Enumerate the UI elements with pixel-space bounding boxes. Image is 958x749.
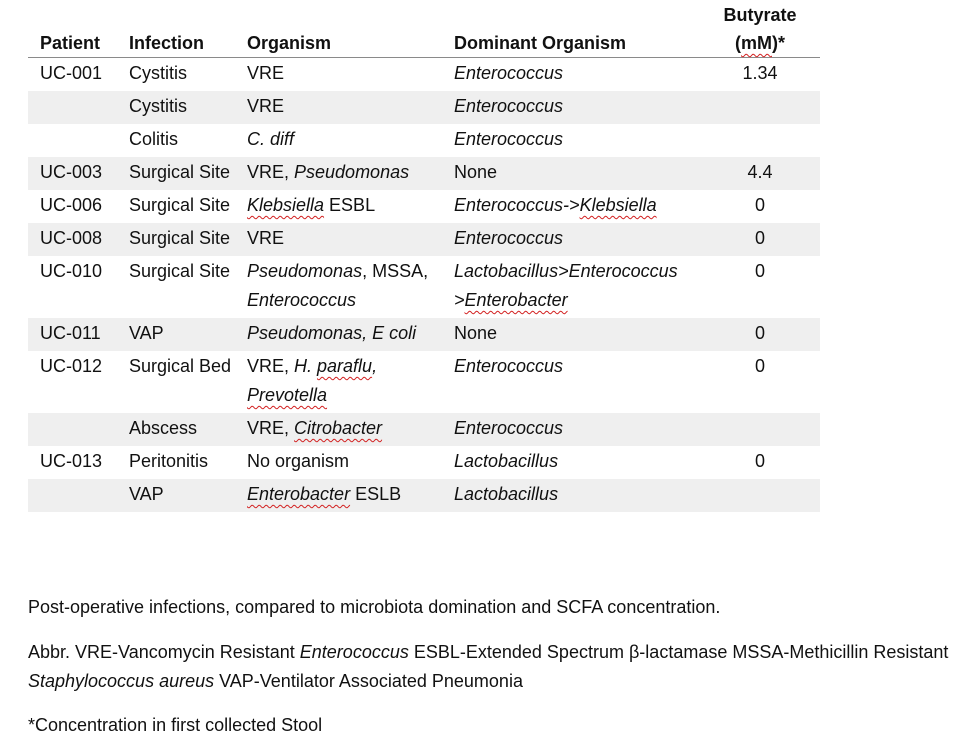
cell-organism-run: ESLB [350,484,402,504]
table-body [28,58,820,513]
cell-dominant-organism-run: None [454,162,498,182]
table-row [28,190,820,223]
cell-organism-run: Enterococcus [247,290,357,310]
cell-dominant-organism [442,351,700,413]
abbreviations-run: VAP-Ventilator Associated Pneumonia [214,671,523,691]
cell-patient: UC-010 [40,261,103,281]
cell-organism [235,256,442,318]
abbreviations-run: Enterococcus [299,642,409,662]
cell-organism-run: Citrobacter [294,418,383,438]
cell-dominant-organism-run: Enterobacter [464,290,568,310]
table-row [28,91,820,124]
header-butyrate-pre: ( [735,33,741,53]
cell-organism-run: Pseudomonas [294,162,410,182]
cell-dominant-organism-run: Enterococcus [454,228,564,248]
cell-organism-run: Klebsiella [247,195,325,215]
cell-organism-run: paraflu [317,356,373,376]
header-butyrate-unit: mM [741,33,772,53]
table-row [28,256,820,318]
cell-patient: UC-008 [28,223,117,256]
cell-organism [235,157,442,190]
cell-organism-run: C. diff [247,129,295,149]
table-caption: Post-operative infections, compared to microbiota domination and SCFA concentration. [28,597,721,617]
cell-dominant-organism-run: Lactobacillus>Enterococcus > [454,261,678,310]
cell-dominant-organism-run: Enterococcus [454,418,564,438]
cell-butyrate: 0 [700,318,820,351]
cell-infection: Peritonitis [129,451,209,471]
cell-butyrate: 0 [754,451,765,471]
cell-butyrate: 4.4 [700,157,820,190]
cell-patient: UC-012 [40,356,103,376]
cell-dominant-organism-run: Enterococcus [454,356,564,376]
table-row [28,446,820,479]
cell-patient: UC-013 [40,451,103,471]
cell-organism-run: VRE, [247,162,295,182]
cell-dominant-organism [442,124,700,157]
cell-infection: Colitis [129,129,179,149]
cell-dominant-organism-run: Enterococcus [454,96,564,116]
cell-organism-run: Pseudomonas [247,261,363,281]
cell-dominant-organism-run: Klebsiella [579,195,657,215]
cell-organism [235,318,442,351]
cell-organism [235,351,442,413]
cell-infection: Cystitis [129,63,187,83]
header-infection: Infection [129,33,204,53]
cell-organism-run: ESBL [324,195,376,215]
header-butyrate-post: )* [772,33,785,53]
cell-dominant-organism-run: Enterococcus [454,129,564,149]
cell-dominant-organism [442,446,700,479]
abbreviations-note [28,638,953,696]
cell-patient: UC-011 [28,318,117,351]
abbreviations-run: Staphylococcus aureus [28,671,215,691]
table-row [28,479,820,512]
header-butyrate-line1: Butyrate [723,5,797,25]
cell-organism [235,124,442,157]
cell-patient [28,91,117,124]
cell-patient [28,479,117,512]
table-row [28,413,820,446]
cell-dominant-organism [442,157,700,190]
cell-organism-run: VRE [247,228,285,248]
cell-dominant-organism [442,58,700,92]
header-dominant-organism: Dominant Organism [454,33,627,53]
header-organism: Organism [247,33,332,53]
footnote: *Concentration in first collected Stool [28,715,323,735]
cell-butyrate: 0 [754,356,765,376]
cell-organism-run: VRE, [247,356,295,376]
cell-infection: Surgical Site [117,223,235,256]
cell-organism-run: , MSSA, [362,261,429,281]
cell-organism [235,413,442,446]
cell-butyrate: 0 [754,261,765,281]
cell-organism [235,91,442,124]
cell-dominant-organism [442,479,700,512]
cell-dominant-organism [442,256,700,318]
cell-butyrate [700,413,820,446]
cell-dominant-organism [442,91,700,124]
cell-infection: VAP [117,479,235,512]
table-row [28,58,820,92]
cell-infection: VAP [117,318,235,351]
table-row [28,157,820,190]
patient-infection-table [28,0,820,512]
cell-organism-run: Pseudomonas, E coli [247,323,417,343]
cell-patient: UC-001 [40,63,103,83]
cell-butyrate [700,91,820,124]
header-patient: Patient [40,33,101,53]
cell-organism-run: No organism [247,451,350,471]
cell-organism-run: , [372,356,378,376]
cell-organism [235,446,442,479]
cell-dominant-organism [442,190,700,223]
cell-dominant-organism-run: Enterococcus [454,63,564,83]
table-row [28,351,820,413]
cell-infection: Surgical Site [129,261,231,281]
cell-organism-run: VRE [247,96,285,116]
cell-dominant-organism-run: Lactobacillus [454,451,559,471]
cell-organism-run: Prevotella [247,385,328,405]
cell-infection: Surgical Site [117,157,235,190]
table-header-row [28,0,820,58]
abbreviations-run: ESBL-Extended Spectrum β-lactamase MSSA-Methicillin Resistant [408,642,949,662]
cell-dominant-organism [442,413,700,446]
cell-butyrate: 0 [754,195,765,215]
cell-dominant-organism-run: None [454,323,498,343]
cell-butyrate [700,479,820,512]
table-row [28,318,820,351]
table-row [28,223,820,256]
cell-infection: Abscess [117,413,235,446]
cell-butyrate: 1.34 [742,63,778,83]
cell-organism-run: Enterobacter [247,484,351,504]
cell-dominant-organism-run: Lactobacillus [454,484,559,504]
cell-patient: UC-006 [40,195,103,215]
cell-patient [28,124,117,157]
cell-butyrate: 0 [700,223,820,256]
cell-organism-run: H. [294,356,318,376]
table-row [28,124,820,157]
cell-butyrate [700,124,820,157]
header-butyrate [700,0,820,58]
cell-patient [28,413,117,446]
cell-organism-run: VRE [247,63,285,83]
cell-dominant-organism [442,318,700,351]
cell-organism-run: VRE, [247,418,295,438]
cell-infection: Surgical Site [129,195,231,215]
cell-organism [235,58,442,92]
cell-organism [235,190,442,223]
cell-patient: UC-003 [28,157,117,190]
abbreviations-run: Abbr. VRE-Vancomycin Resistant [28,642,300,662]
cell-dominant-organism-run: Enterococcus-> [454,195,580,215]
cell-infection: Surgical Bed [129,356,232,376]
cell-dominant-organism [442,223,700,256]
cell-infection: Cystitis [117,91,235,124]
cell-organism [235,479,442,512]
cell-organism [235,223,442,256]
